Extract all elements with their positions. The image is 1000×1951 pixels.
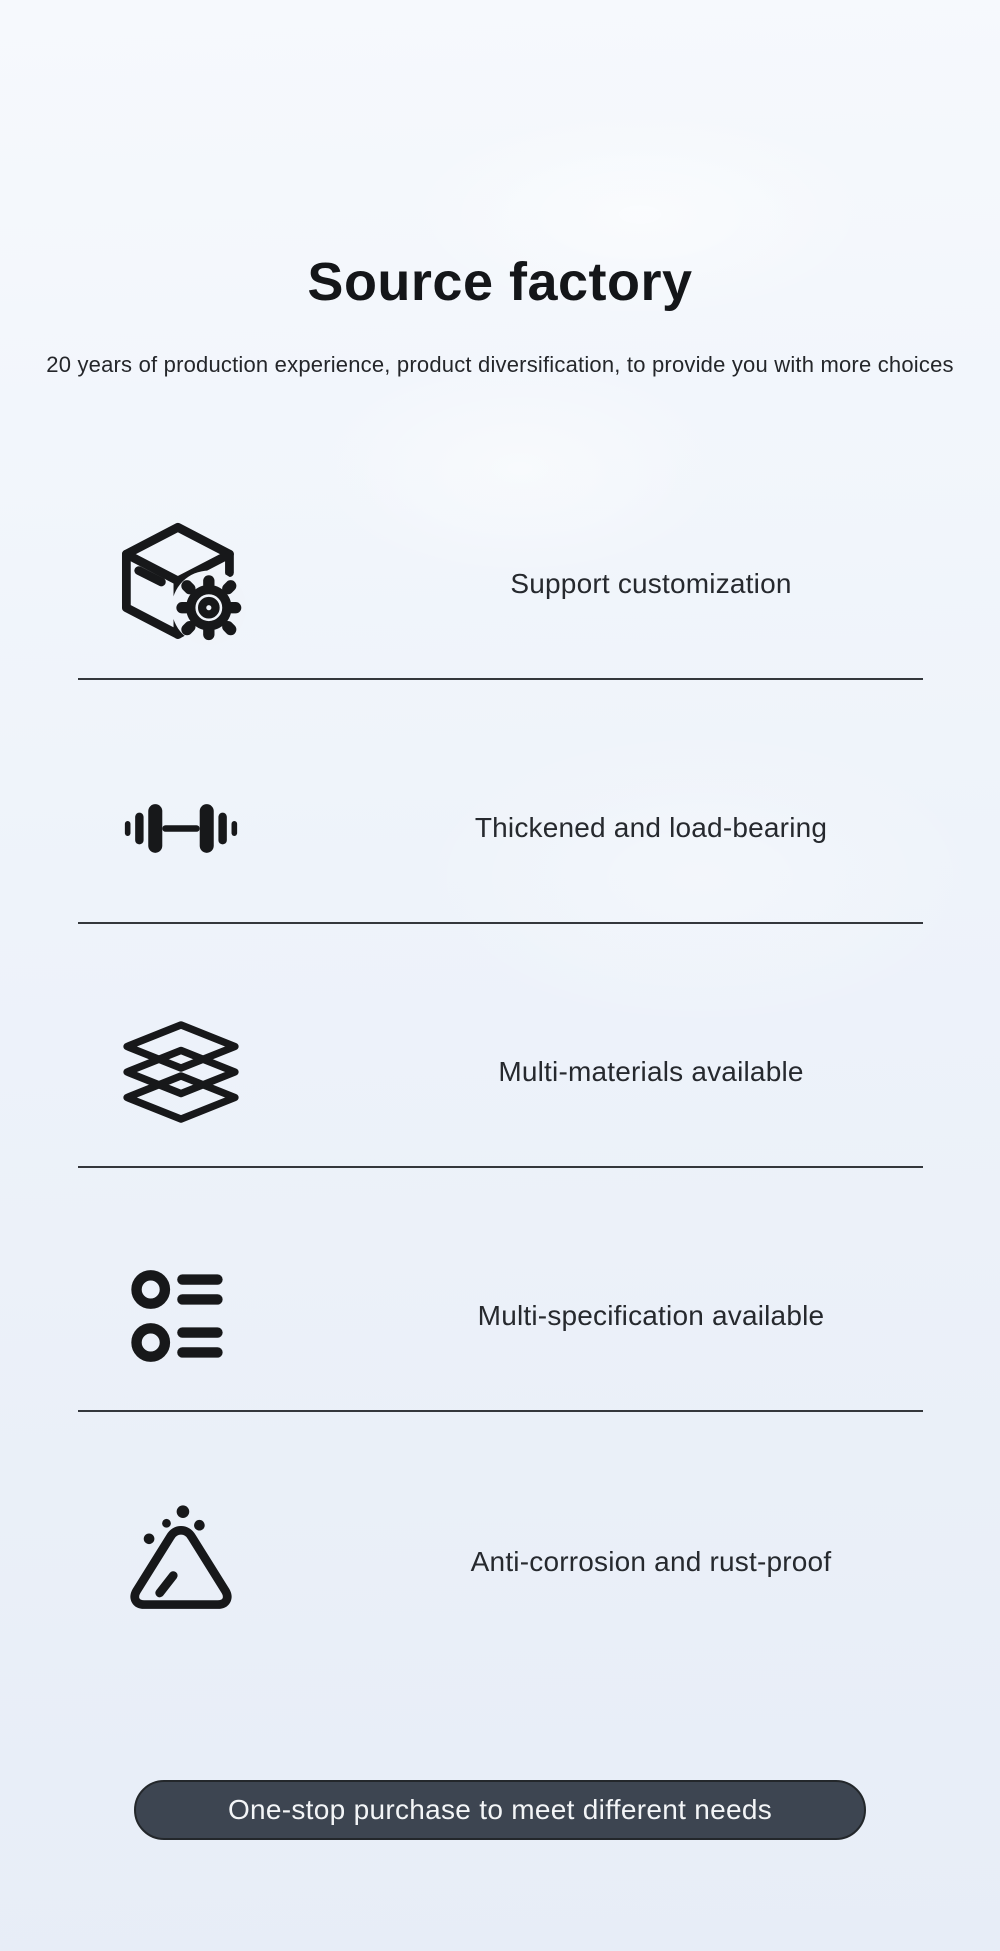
cta-container — [0, 1780, 1000, 1840]
feature-label: Support customization — [510, 568, 792, 599]
feature-multi-materials — [78, 924, 923, 1168]
feature-row — [78, 1484, 923, 1640]
feature-multi-specification — [78, 1168, 923, 1412]
feature-label: Multi-specification available — [477, 1300, 825, 1331]
feature-row — [78, 1238, 923, 1394]
page-subtitle: 20 years of production experience, product diversification, to provide you with more choices — [46, 352, 954, 377]
spec-list-icon — [78, 1263, 283, 1369]
feature-list — [0, 436, 1000, 1656]
one-stop-purchase-button[interactable]: One-stop purchase to meet different needs — [134, 1780, 866, 1840]
feature-label: Anti-corrosion and rust-proof — [470, 1546, 832, 1577]
feature-label: Multi-materials available — [498, 1056, 804, 1087]
feature-row — [78, 750, 923, 906]
dumbbell-icon — [78, 802, 283, 855]
feature-anti-corrosion — [78, 1412, 923, 1656]
anti-corrosion-mound-icon — [78, 1502, 283, 1622]
page-title: Source factory — [307, 252, 693, 312]
section-header — [0, 0, 1000, 378]
feature-support-customization — [78, 436, 923, 680]
package-gear-icon — [78, 517, 283, 651]
feature-label: Thickened and load-bearing — [474, 812, 828, 843]
feature-row — [78, 994, 923, 1150]
feature-thickened-load-bearing — [78, 680, 923, 924]
layers-icon — [78, 1021, 283, 1123]
feature-row — [78, 506, 923, 662]
